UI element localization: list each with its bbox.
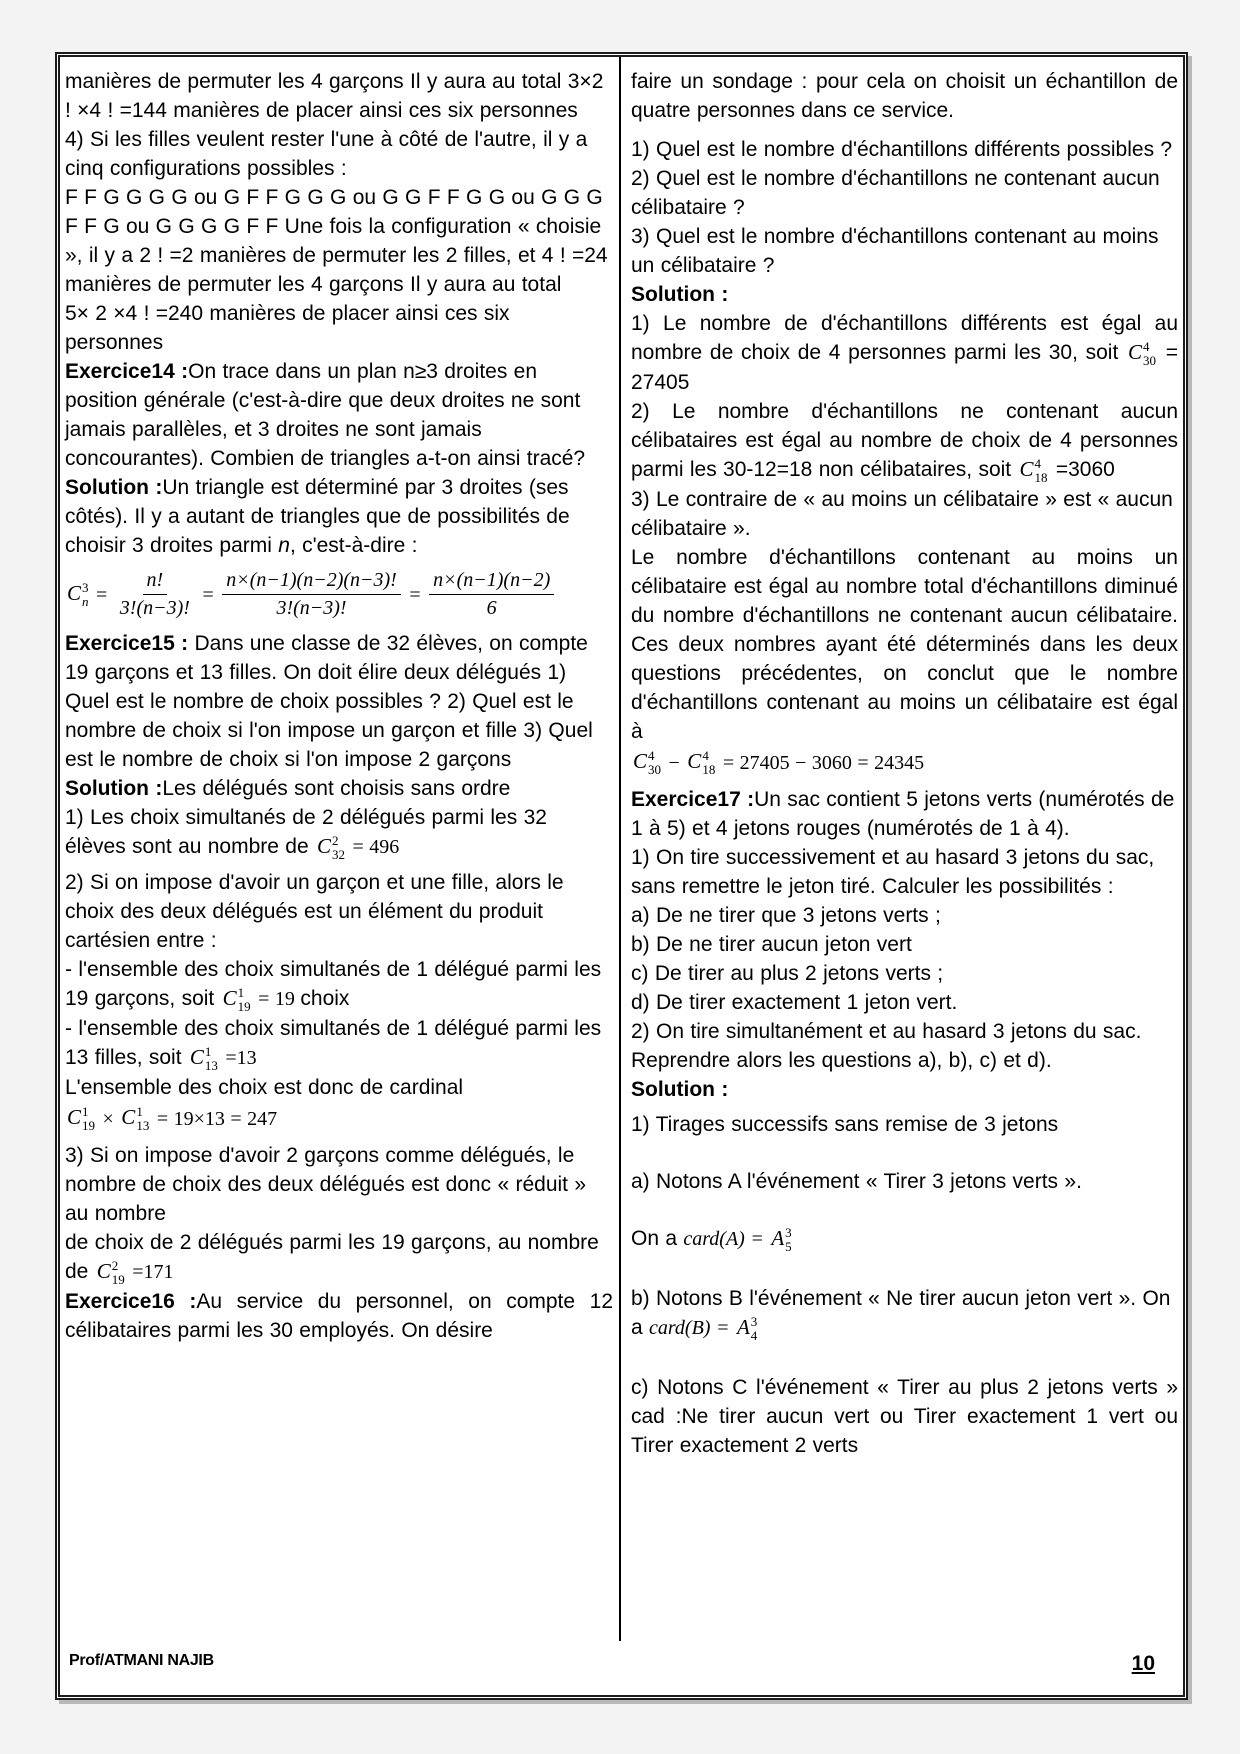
two-column-layout — [60, 57, 1183, 1641]
footer — [60, 1641, 1183, 1695]
paragraph: Solution : — [631, 1078, 729, 1102]
paragraph: 2) Si on impose d'avoir un garçon et une fille, alors le choix des deux délégués est un élément du produit cartésien entre : — [65, 871, 564, 952]
math-fraction: $\frac{n!}{3!(n-3)!}$ — [119, 569, 190, 619]
paragraph: Solution :Les délégués sont choisis sans ordre — [65, 777, 511, 800]
paragraph: Exercice16 :Au service du personnel, on compte 12 célibataires parmi les 30 employés. On désire — [65, 1290, 613, 1343]
paragraph: 3) Quel est le nombre d'échantillons contenant au moins un célibataire ? — [631, 225, 1159, 277]
math-symbol: A 3 4 — [736, 1313, 758, 1343]
math-symbol: C 1 13 — [121, 1104, 150, 1134]
formula: C 3 n = $\frac{n!}{3!(n-3)!}$ = $\frac{n\times(n-1)(n-2)(n-3)!}{3!(n-3)!}$ = $\frac{n\times(n-1)(n-2)}{6}$ — [65, 568, 613, 621]
paragraph: L'ensemble des choix est donc de cardinal — [65, 1076, 464, 1099]
math-fraction: $\frac{n\times(n-1)(n-2)}{6}$ — [429, 568, 554, 621]
math-symbol: C 1 13 — [189, 1043, 218, 1073]
math-symbol: C 4 18 — [1019, 455, 1048, 485]
paragraph: Exercice17 :Un sac contient 5 jetons verts (numérotés de 1 à 5) et 4 jetons rouges (numérotés de 1 à 4). — [631, 788, 1175, 841]
paragraph: 3) Si on impose d'avoir 2 garçons comme délégués, le nombre de choix des deux délégués est donc « réduit » au nombre — [65, 1144, 587, 1226]
paragraph: c) Notons C l'événement « Tirer au plus 2 jetons verts » cad :Ne tirer aucun vert ou Tirer exactement 1 vert ou Tirer exactement 2 verts — [631, 1376, 1178, 1458]
math-symbol: C 2 32 — [317, 832, 346, 862]
paragraph: 2) Quel est le nombre d'échantillons ne contenant aucun célibataire ? — [631, 167, 1160, 219]
paragraph: F F G G G G ou G F F G G G ou G G F F G G ou G G G F F G ou G G G G F F Une fois la configuration « choisie », il y a 2 ! =2 manières de permuter les 2 filles, et 4 ! =24 manières de permuter les 4 garçons Il y aura au total — [65, 186, 608, 296]
math-symbol: C 3 n — [67, 579, 89, 609]
paragraph: faire un sondage : pour cela on choisit un échantillon de quatre personnes dans ce service. — [631, 70, 1178, 122]
paragraph: Reprendre alors les questions a), b), c) et d). — [631, 1049, 1052, 1073]
paragraph: 1) Tirages successifs sans remise de 3 jetons — [631, 1113, 1059, 1137]
math-symbol: C 4 18 — [687, 747, 716, 777]
paragraph: b) De ne tirer aucun jeton vert — [631, 933, 912, 957]
paragraph: Solution : — [631, 283, 729, 306]
paragraph: 1) Les choix simultanés de 2 délégués parmi les 32 élèves sont au nombre de C 2 32 = 496 — [65, 806, 547, 862]
paragraph: de choix de 2 délégués parmi les 19 garçons, au nombre de C 2 19 =171 — [65, 1231, 599, 1288]
math-symbol: C 4 30 — [633, 747, 662, 777]
page-number: 10 — [1131, 1652, 1155, 1675]
math-symbol: C 1 19 — [67, 1104, 96, 1134]
math-symbol: C 4 30 — [1128, 338, 1157, 368]
paragraph: Solution :Un triangle est déterminé par 3 droites (ses côtés). Il y a autant de triangles que de possibilités de choisir 3 droites parmi n, c'est-à-dire : — [65, 476, 570, 557]
paragraph: 1) On tire successivement et au hasard 3 jetons du sac, sans remettre le jeton tiré. Calculer les possibilités : — [631, 846, 1155, 899]
right-column — [621, 57, 1183, 1641]
paragraph: 1) Quel est le nombre d'échantillons différents possibles ? — [631, 138, 1173, 161]
paragraph: 1) Le nombre de d'échantillons différents est égal au nombre de choix de 4 personnes parmi les 30, soit C 4 30 = 27405 — [631, 312, 1178, 394]
math-symbol: A 3 5 — [771, 1224, 792, 1254]
paragraph: b) Notons B l'événement « Ne tirer aucun jeton vert ». On a card(B) = A 3 4 — [631, 1287, 1171, 1343]
math-fraction: $\frac{n\times(n-1)(n-2)(n-3)!}{3!(n-3)!}$ — [222, 568, 401, 621]
paragraph: - l'ensemble des choix simultanés de 1 délégué parmi les 19 garçons, soit C 1 19 = 19 choix — [65, 958, 602, 1014]
paragraph: a) Notons A l'événement « Tirer 3 jetons verts ». — [631, 1170, 1082, 1194]
formula: C 1 19 × C 1 13 = 19×13 = 247 — [67, 1104, 278, 1134]
paragraph: On a card(A) = A 3 5 — [631, 1224, 792, 1254]
paragraph: 4) Si les filles veulent rester l'une à côté de l'autre, il y a cinq configurations possibles : — [65, 128, 588, 180]
paragraph: manières de permuter les 4 garçons Il y aura au total 3×2 ! ×4 ! =144 manières de placer ainsi ces six personnes — [65, 70, 604, 122]
left-column — [60, 57, 621, 1641]
paragraph: 5× 2 ×4 ! =240 manières de placer ainsi ces six personnes — [65, 302, 510, 354]
paragraph: d) De tirer exactement 1 jeton vert. — [631, 991, 958, 1015]
paragraph: c) De tirer au plus 2 jetons verts ; — [631, 962, 944, 986]
paragraph: Exercice15 : Dans une classe de 32 élèves, on compte 19 garçons et 13 filles. On doit élire deux délégués 1) Quel est le nombre de choix possibles ? 2) Quel est le nombre de choix si l'on impose un garçon et fille 3) Quel est le nombre de choix si l'on impose 2 garçons — [65, 632, 593, 771]
math-symbol: C 1 19 — [222, 984, 251, 1014]
paragraph: 3) Le contraire de « au moins un célibataire » est « aucun célibataire ». — [631, 487, 1173, 540]
paragraph: Le nombre d'échantillons contenant au moins un célibataire est égal au nombre total d'échantillons diminué du nombre d'échantillons ne contenant aucun célibataire. Ces deux nombres ayant été déterminés dans les deux questions précédentes, on conclut que le nombre d'échantillons contenant au moins un célibataire est égal à — [631, 545, 1178, 743]
paragraph: 2) On tire simultanément et au hasard 3 jetons du sac. — [631, 1020, 1142, 1044]
paragraph: Exercice14 :On trace dans un plan n≥3 droites en position générale (c'est-à-dire que deux droites ne sont jamais parallèles, et 3 droites ne sont jamais concourantes). Combien de triangles a-t-on ainsi tracé? — [65, 360, 586, 470]
paragraph: - l'ensemble des choix simultanés de 1 délégué parmi les 13 filles, soit C 1 13 =13 — [65, 1017, 602, 1073]
math-symbol: C 2 19 — [96, 1257, 125, 1288]
paragraph: a) De ne tirer que 3 jetons verts ; — [631, 904, 941, 928]
paragraph: 2) Le nombre d'échantillons ne contenant aucun célibataires est égal au nombre de choix de 4 personnes parmi les 30-12=18 non célibataires, soit C 4 18 =3060 — [631, 399, 1178, 485]
formula: C 4 30 − C 4 18 = 27405 − 3060 = 24345 — [633, 747, 925, 777]
document-frame — [55, 52, 1188, 1700]
footer-author: Prof/ATMANI NAJIB — [69, 1652, 214, 1669]
